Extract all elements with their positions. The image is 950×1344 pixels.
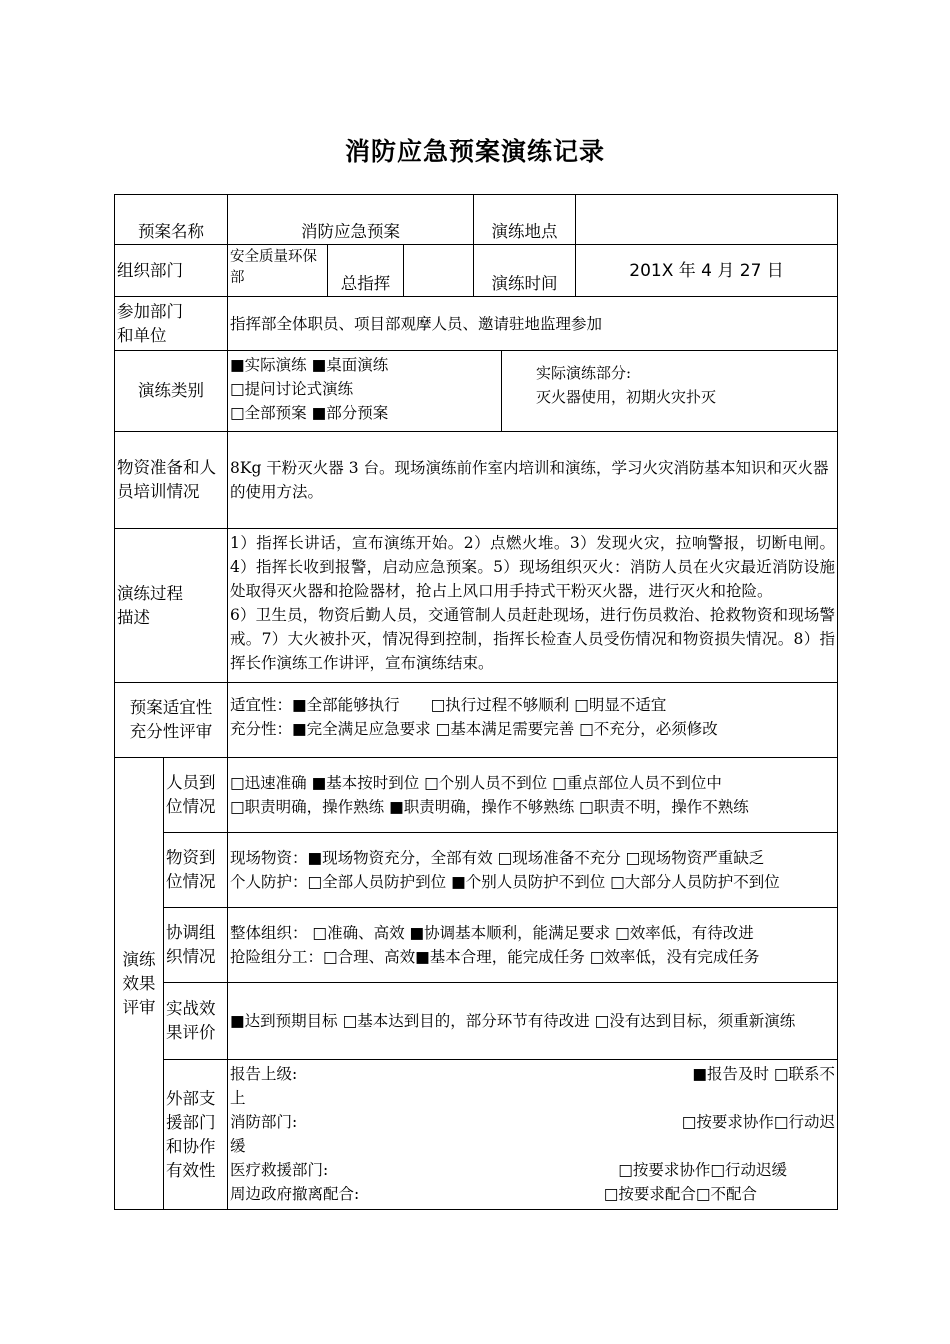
- combat-label: 实战效果评价: [164, 983, 228, 1060]
- gov-label: 周边政府撤离配合:: [230, 1185, 360, 1203]
- drill-type-cell: [228, 351, 838, 432]
- fire-wrap: 缓: [230, 1137, 246, 1155]
- personnel-label: 人员到位情况: [164, 758, 228, 833]
- time-label: 演练时间: [474, 245, 576, 297]
- materials-label: 物资到位情况: [164, 833, 228, 908]
- row-personnel: [115, 758, 838, 833]
- external-label: 外部支援部门和协作有效性: [164, 1060, 228, 1210]
- medical-line: [230, 1158, 835, 1182]
- row-organizer: [115, 245, 838, 297]
- drill-type-options: [228, 351, 502, 431]
- materials-training-value: 8Kg 干粉灭火器 3 台。现场演练前作室内培训和演练，学习火灾消防基本知识和灭火器的使用方法。: [228, 432, 838, 529]
- org-value: 安全质量环保部: [228, 245, 328, 297]
- materials-value: [228, 833, 838, 908]
- medical-label: 医疗救援部门:: [230, 1161, 329, 1179]
- process-text-part1: 1）指挥长讲话，宣布演练开始。2）点燃火堆。3）发现火灾，拉响警报，切断电闸。4）指挥长收到报警，启动应急预案。5）现场组织灭火：消防人员在火灾最近消防设施处取得灭火器和抢险器材，抢占上风口用手持式干粉灭火器，进行灭火和抢险。: [230, 534, 836, 600]
- drill-type-label: 演练类别: [115, 351, 228, 432]
- commander-value: [404, 245, 474, 297]
- suitability-label-line1: 预案适宜性: [129, 698, 213, 717]
- materials-training-label: 物资准备和人员培训情况: [115, 432, 228, 529]
- suitability-line: 适宜性：■全部能够执行 □执行过程不够顺利 □明显不适宜: [230, 696, 667, 714]
- plan-name-value: 消防应急预案: [228, 195, 474, 245]
- row-participants: [115, 297, 838, 351]
- medical-options: □按要求协作□行动迟缓: [618, 1161, 788, 1179]
- row-external-support: [115, 1060, 838, 1210]
- personnel-value: [228, 758, 838, 833]
- suitability-label-line2: 充分性评审: [129, 722, 213, 741]
- time-value: 201X 年 4 月 27 日: [576, 245, 838, 297]
- personnel-line2: □职责明确，操作熟练 ■职责明确，操作不够熟练 □职责不明，操作不熟练: [230, 798, 749, 816]
- participants-value: 指挥部全体职员、项目部观摩人员、邀请驻地监理参加: [228, 297, 838, 351]
- row-combat: [115, 983, 838, 1060]
- report-wrap: 上: [230, 1089, 246, 1107]
- row-materials-training: [115, 432, 838, 529]
- row-plan-name: [115, 195, 838, 245]
- location-value: [576, 195, 838, 245]
- plan-name-label: 预案名称: [115, 195, 228, 245]
- report-line: [230, 1062, 835, 1086]
- suitability-value: [228, 683, 838, 758]
- process-label-line2: 描述: [117, 607, 150, 627]
- actual-drill-part: [502, 351, 837, 431]
- drill-type-option-line1: ■实际演练 ■桌面演练: [230, 356, 389, 374]
- suitability-label: [115, 683, 228, 758]
- report-options: ■报告及时 □联系不: [692, 1065, 836, 1083]
- page-title: 消防应急预案演练记录: [344, 137, 605, 166]
- process-label-line1: 演练过程: [117, 583, 183, 603]
- row-process: [115, 529, 838, 683]
- gov-options: □按要求配合□不配合: [603, 1185, 758, 1203]
- coordination-line1: 整体组织： □准确、高效 ■协调基本顺利，能满足要求 □效率低，有待改进: [230, 924, 754, 942]
- location-label: 演练地点: [474, 195, 576, 245]
- participants-label-line1: 参加部门: [117, 301, 183, 321]
- actual-drill-part-value: 灭火器使用，初期火灾扑灭: [536, 388, 717, 406]
- fire-line: [230, 1110, 835, 1134]
- fire-options: □按要求协作□行动迟: [681, 1113, 836, 1131]
- drill-type-option-line3: □全部预案 ■部分预案: [230, 404, 389, 422]
- participants-label-line2: 和单位: [117, 325, 167, 345]
- row-coordination: [115, 908, 838, 983]
- actual-drill-part-label: 实际演练部分:: [536, 364, 632, 382]
- org-label: 组织部门: [115, 245, 228, 297]
- row-drill-type: [115, 351, 838, 432]
- row-suitability: [115, 683, 838, 758]
- effect-review-label: 演练效果评审: [115, 758, 164, 1210]
- coordination-line2: 抢险组分工：□合理、高效■基本合理，能完成任务 □效率低，没有完成任务: [230, 948, 760, 966]
- participants-label: [115, 297, 228, 351]
- process-text-part2: 6）卫生员，物资后勤人员，交通管制人员赶赴现场，进行伤员救治、抢救物资和现场警戒。7）大火被扑灭，情况得到控制，指挥长检查人员受伤情况和物资损失情况。8）指挥长作演练工作讲评，宣布演练结束。: [230, 606, 836, 672]
- coordination-value: [228, 908, 838, 983]
- materials-line2: 个人防护：□全部人员防护到位 ■个别人员防护不到位 □大部分人员防护不到位: [230, 873, 780, 891]
- adequacy-line: 充分性：■完全满足应急要求 □基本满足需要完善 □不充分，必须修改: [230, 720, 718, 738]
- row-materials: [115, 833, 838, 908]
- process-label: [115, 529, 228, 683]
- drill-type-option-line2: □提问讨论式演练: [230, 380, 354, 398]
- report-label: 报告上级:: [230, 1065, 298, 1083]
- coordination-label: 协调组织情况: [164, 908, 228, 983]
- external-value: [228, 1060, 838, 1210]
- materials-line1: 现场物资：■现场物资充分，全部有效 □现场准备不充分 □现场物资严重缺乏: [230, 849, 765, 867]
- drill-record-table: [114, 194, 838, 1210]
- gov-line: [230, 1182, 835, 1206]
- process-description: [228, 529, 838, 683]
- personnel-line1: □迅速准确 ■基本按时到位 □个别人员不到位 □重点部位人员不到位中: [230, 774, 722, 792]
- combat-value: ■达到预期目标 □基本达到目的，部分环节有待改进 □没有达到目标，须重新演练: [228, 983, 838, 1060]
- fire-label: 消防部门:: [230, 1113, 298, 1131]
- commander-label: 总指挥: [328, 245, 404, 297]
